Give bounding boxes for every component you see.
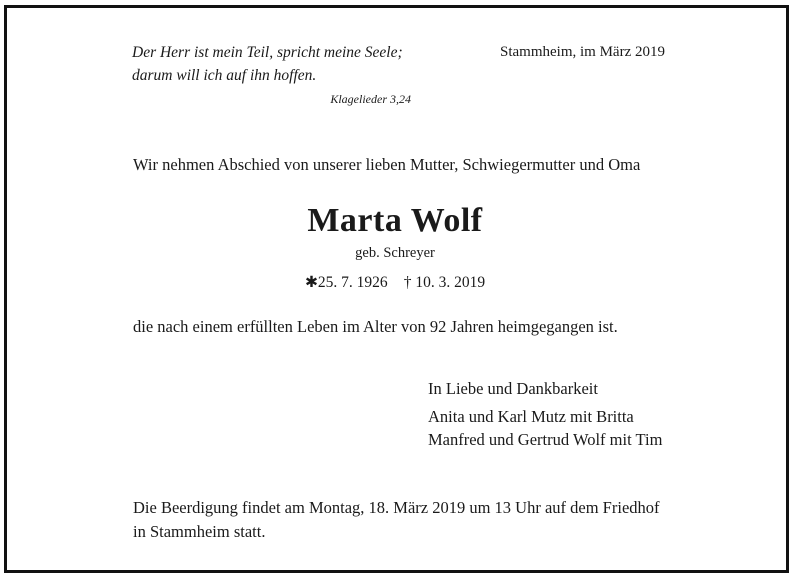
maiden-name: geb. Schreyer — [355, 245, 435, 261]
birth-date: ✱25. 7. 1926 — [304, 274, 388, 291]
mourner-line: Manfred und Gertrud Wolf mit Tim — [428, 430, 663, 449]
death-date: † 10. 3. 2019 — [403, 274, 486, 291]
place-and-date: Stammheim, im März 2019 — [500, 44, 665, 60]
funeral-info-line-1: Die Beerdigung findet am Montag, 18. März 2019 um 13 Uhr auf dem Friedhof — [133, 498, 660, 517]
deceased-name: Marta Wolf — [307, 202, 483, 239]
bible-verse-source: Klagelieder 3,24 — [330, 92, 411, 106]
bible-verse-line-1: Der Herr ist mein Teil, spricht meine Seele; — [132, 44, 403, 61]
funeral-info-line-2: in Stammheim statt. — [133, 522, 266, 541]
mourner-line: Anita und Karl Mutz mit Britta — [428, 407, 634, 426]
life-statement: die nach einem erfüllten Leben im Alter von 92 Jahren heimgegangen ist. — [133, 317, 618, 336]
farewell-intro: Wir nehmen Abschied von unserer lieben Mutter, Schwiegermutter und Oma — [133, 155, 641, 174]
mourners-heading: In Liebe und Dankbarkeit — [428, 379, 598, 398]
life-dates — [188, 275, 602, 291]
bible-verse-line-2: darum will ich auf ihn hoffen. — [132, 67, 317, 84]
